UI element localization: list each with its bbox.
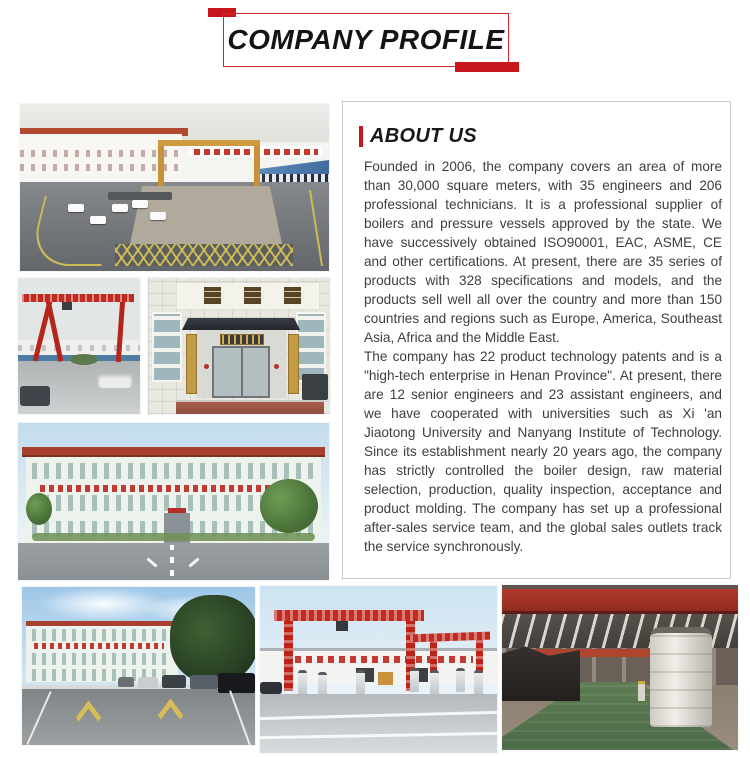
gold-plaque [186,334,197,394]
gantry-crane-beam [158,140,260,146]
red-slogan-text [34,643,164,649]
dark-car [20,386,50,406]
red-crane-beam [22,294,134,302]
company-profile-header [223,13,509,67]
car [132,200,148,208]
sign-character [204,287,221,304]
car [90,216,106,224]
crane-hoist [336,621,348,631]
boiler-vessel [430,670,439,694]
worker [638,681,645,701]
sign-character [244,287,261,304]
entrance-canopy [182,318,300,330]
about-heading: ABOUT US [370,125,477,147]
red-crane-beam [274,610,424,621]
door-plaque [220,334,264,345]
bushes [70,354,98,365]
tree [260,479,318,533]
yellow-hatched-area [115,244,293,266]
window-row [32,463,315,479]
office-building-photo [18,423,329,580]
boiler-vessel [456,668,465,692]
glass-doors [212,346,270,398]
white-car [98,373,132,388]
gantry-crane-post [158,140,164,186]
page-title: COMPANY PROFILE [227,24,505,55]
crane-trolley [62,302,72,310]
about-paragraph-2: The company has 22 product technology patents and is a "high-tech enterprise in Henan Province". At present, there are 12 senior engineers and 23 assistant engineers, and we have cooperated with universities such as Xi 'an Jiaotong University and Nanyang Institute of Technology. Since its establishment nearly 20 years ago, the company has strictly controlled the boiler design, raw material selection, production, quality inspection, acceptance and product molding. The company has set up a professional after-sales service team, and the global sales outlets track the service synchronously. [364,349,722,554]
header-accent-bottom-bar [455,62,519,72]
factory-aerial-photo [20,104,329,271]
office-entrance-photo [148,278,330,414]
road-center-line [170,545,174,576]
car [118,677,134,687]
window [152,312,182,382]
red-seal [204,364,209,369]
boiler-vessel [410,668,419,692]
red-slogan-text [284,656,473,663]
car [112,204,128,212]
crane-yard-photo [260,586,497,753]
dark-car [260,682,282,694]
overhead-crane-beam [502,589,738,614]
sign-character [284,287,301,304]
yellow-crate [378,672,393,685]
window-row [32,653,172,665]
red-roof [22,447,325,457]
boiler-vessel [356,670,365,694]
shrub-row [32,533,315,541]
red-slogan-text [40,485,280,492]
workshop-photo [502,585,738,750]
boiler-vessel [474,670,483,694]
mailbox [302,374,328,400]
car [68,204,84,212]
tree [26,493,52,525]
red-seal [274,364,279,369]
boiler-vessel [298,670,307,694]
crane-leg [284,619,293,691]
parked-cars [108,192,172,200]
entrance-steps [176,400,324,414]
boiler-vessel [318,672,327,696]
about-heading-row [359,125,722,148]
concrete-yard [260,694,497,753]
road [22,689,255,745]
gantry-crane-photo [18,278,140,414]
window-row [32,629,172,641]
car [150,212,166,220]
window [296,312,326,382]
heading-accent-bar [359,126,363,147]
car [138,677,158,688]
gantry-crane-post [254,140,260,186]
tree [170,595,255,683]
car [190,675,218,689]
white-wrapped-vessel [650,627,712,727]
gold-plaque [288,334,299,394]
about-paragraph-1: Founded in 2006, the company covers an area of more than 30,000 square meters, with 35 engineers and 206 professional technicians. It is a professional supplier of boilers and pressure vessels approved by the state. We have successively obtained ISO90001, EAC, ASME, CE and other certifications. At present, there are 35 series of products with 328 specifications and models, and the products sell well all over the country and more than 150 countries and regions such as Europe, America, Southeast Asia, Africa and the Middle East. [364,159,722,345]
campus-road-photo [22,587,255,745]
car [218,673,255,693]
car [162,675,186,688]
about-us-section [342,101,731,579]
